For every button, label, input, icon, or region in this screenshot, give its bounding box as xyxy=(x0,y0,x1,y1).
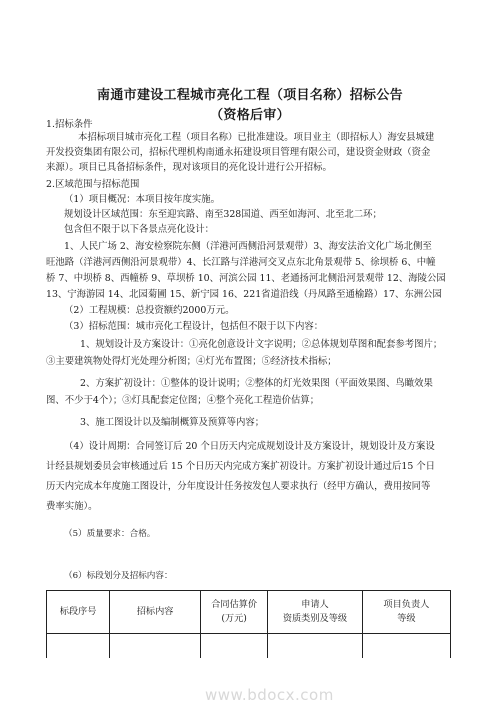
header-applicant-qualification: 申请人 资质类别及等级 xyxy=(268,591,363,634)
scope-item-3: 3、施工图设计以及编制概算及预算等内容； xyxy=(80,417,265,428)
project-overview: （1）项目概况：本项目按年度实施。 xyxy=(64,194,220,205)
scenic-spots-line-1: 1、人民广场 2、海安检察院东侧（洋港河西侧沿河景观带）3、海安法治文化广场北侧至 xyxy=(64,241,432,252)
lot-division: （6）标段划分及招标内容： xyxy=(64,571,173,581)
design-period-line-2: 计经县规划委员会审核通过后 15 个日历天内完成方案扩初设计。方案扩初设计通过后15 个日 xyxy=(46,461,436,472)
project-scale: （2）工程规模：总投资额约2000万元。 xyxy=(64,305,235,316)
bid-table xyxy=(46,590,451,658)
table-cell xyxy=(110,634,201,659)
header-project-leader-level: 项目负责人 等级 xyxy=(362,591,450,634)
scope-item-1-cont: ③主要建筑物处得灯光处理分析图；④灯光布置图；⑤经济技术指标； xyxy=(46,356,337,367)
scope-item-2-cont: 图、不少于4个）；③灯具配套定位图；④整个亮化工程造价估算； xyxy=(46,395,320,406)
scenic-spots-line-4: 13、宁海游园 14、北园菊圃 15、新宁园 16、221省道沿线（丹凤路至通榆路）17、东洲公园 xyxy=(46,289,442,300)
table-cell xyxy=(201,634,268,659)
section-2-heading: 2.区域范围与招标范围 xyxy=(46,179,140,190)
planning-area: 规划设计区域范围：东至迎宾路、南至328国道、西至如海河、北至北二环； xyxy=(64,209,382,220)
scenic-spots-line-3: 桥 7、中坝桥 8、西幢桥 9、草坝桥 10、河滨公园 11、老通扬河北侧沿河景观带 12、海陵公园 xyxy=(46,273,446,284)
header-bid-content: 招标内容 xyxy=(110,591,201,634)
scenic-spots-line-2: 旺池路（洋港河西侧沿河景观带）4、长江路与洋港河交叉点东北角景观带 5、徐坝桥 6、中幢 xyxy=(46,257,436,268)
document-title: 南通市建设工程城市亮化工程（项目名称）招标公告 xyxy=(97,88,403,103)
scenic-spots-intro: 包含但不限于以下各景点亮化设计： xyxy=(64,224,215,235)
document-subtitle: （资格后审） xyxy=(210,108,290,123)
table-row xyxy=(47,634,451,659)
scope-item-1: 1、规划设计及方案设计：①亮化创意设计文字说明；②总体规划草图和配套参考图片； xyxy=(80,339,443,350)
quality-requirement: （5）质量要求：合格。 xyxy=(64,529,156,539)
section-1-heading: 1.招标条件 xyxy=(46,119,93,130)
header-lot-number: 标段序号 xyxy=(47,591,110,634)
table-header-row xyxy=(47,591,451,634)
table-cell xyxy=(362,634,450,659)
section-1-line-1: 本招标项目城市亮化工程（项目名称）已批准建设。项目业主（即招标人）海安县城建 xyxy=(78,132,435,143)
section-1-line-2: 开发投资集团有限公司，招标代理机构南通永拓建设项目管理有限公司，建设资金财政（资金 xyxy=(46,147,431,158)
scope-item-2: 2、方案扩初设计：①整体的设计说明；②整体的灯光效果图（平面效果图、鸟瞰效果 xyxy=(80,378,433,389)
design-period-line-1: （4）设计周期：合同签订后 20 个日历天内完成规划设计及方案设计，规划设计及方案设 xyxy=(64,441,435,452)
table-cell xyxy=(47,634,110,659)
bid-scope: （3）招标范围：城市亮化工程设计，包括但不限于以下内容： xyxy=(64,321,324,332)
section-1-line-3: 来源）。项目已具备招标条件，现对该项目的亮化设计进行公开招标。 xyxy=(46,162,332,173)
watermark: www.bdocx.com xyxy=(205,686,334,704)
table-cell xyxy=(268,634,363,659)
design-period-line-4: 费率实施）。 xyxy=(46,501,98,512)
design-period-line-3: 历天内完成本年度施工图设计，分年度设计任务按发包人要求执行（经甲方确认，费用按同等 xyxy=(46,481,431,492)
header-contract-estimate: 合同估算价 (万元) xyxy=(201,591,268,634)
